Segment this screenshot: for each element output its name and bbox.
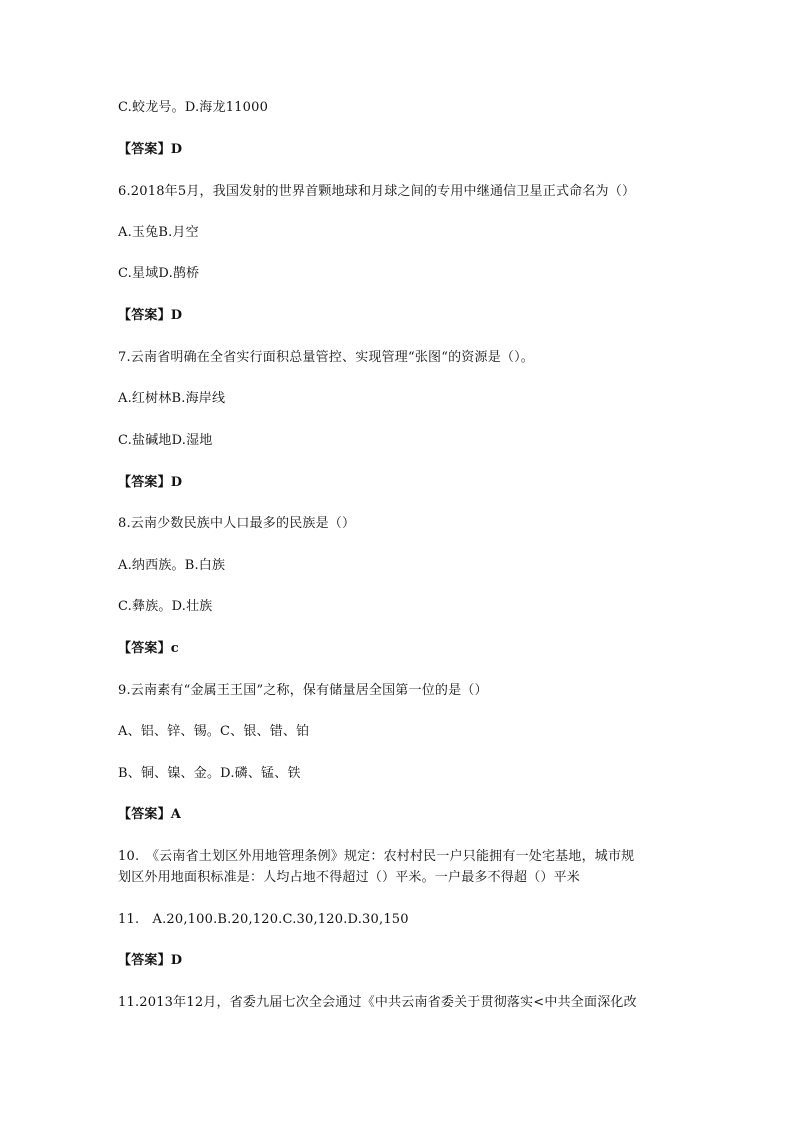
question-line: 7.云南省明确在全省实行面积总量管控、实现管理“张图“的资源是（）。 bbox=[118, 350, 534, 365]
option-line: A.纳西族。B.白族 bbox=[118, 558, 226, 573]
answer-line: 【答案】D bbox=[118, 953, 183, 968]
answer-line: 【答案】D bbox=[118, 475, 183, 490]
option-line: C.星域D.鹊桥 bbox=[118, 266, 200, 281]
question-line: 8.云南少数民族中人口最多的民族是（） bbox=[118, 516, 356, 531]
option-line: A、铝、锌、锡。C、银、错、铂 bbox=[118, 724, 310, 739]
option-line: A.玉兔B.月空 bbox=[118, 225, 199, 240]
answer-line: 【答案】D bbox=[118, 308, 183, 323]
option-line: 11. A.20,100.B.20,120.C.30,120.D.30,150 bbox=[118, 912, 409, 927]
option-line: B、铜、镍、金。D.磷、锰、铁 bbox=[118, 766, 301, 781]
answer-line: 【答案】D bbox=[118, 142, 183, 157]
question-line: 6.2018年5月，我国发射的世界首颗地球和月球之间的专用中继通信卫星正式命名为（） bbox=[118, 184, 636, 199]
option-line: A.红树林B.海岸线 bbox=[118, 391, 226, 406]
question-line: 11.2013年12月，省委九届七次全会通过《中共云南省委关于贯彻落实<中共全面深化改 bbox=[118, 995, 637, 1010]
option-line: C.蛟龙号。D.海龙11000 bbox=[118, 100, 269, 115]
question-line-continued: 划区外用地面积标准是：人均占地不得超过（）平米。一户最多不得超（）平米 bbox=[118, 870, 581, 885]
option-line: C.彝族。D.壮族 bbox=[118, 599, 213, 614]
question-line: 10. 《云南省土划区外用地管理条例》规定：农村村民一户只能拥有一处宅基地，城市规 bbox=[118, 849, 635, 864]
option-line: C.盐碱地D.湿地 bbox=[118, 433, 213, 448]
answer-line: 【答案】c bbox=[118, 641, 179, 656]
answer-line: 【答案】A bbox=[118, 807, 182, 822]
question-line: 9.云南素有“金属王王国”之称，保有储量居全国第一位的是（） bbox=[118, 683, 488, 698]
